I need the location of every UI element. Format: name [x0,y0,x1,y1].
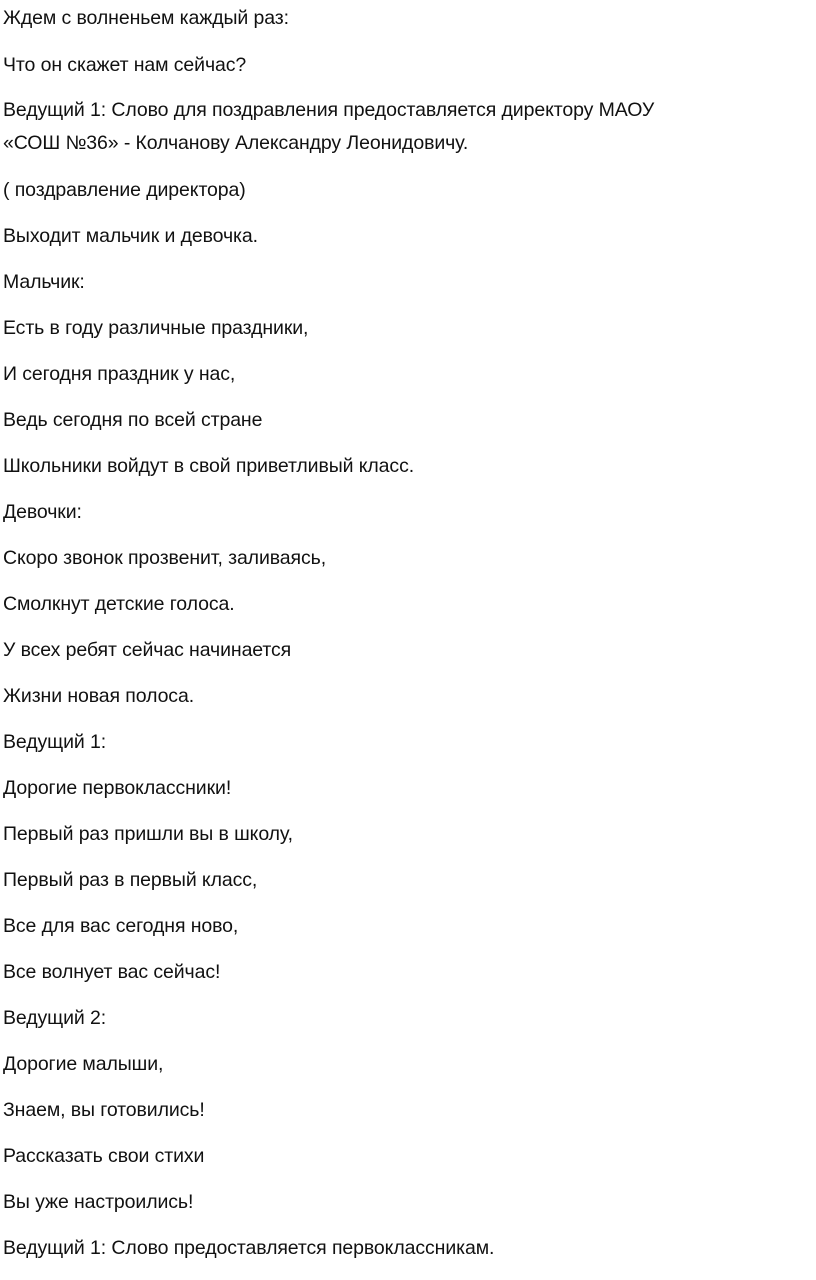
text-line: Дорогие малыши, [3,1053,164,1075]
text-line: Жизни новая полоса. [3,685,195,707]
text-line: Дорогие первоклассники! [3,777,232,799]
text-line: ( поздравление директора) [3,179,246,201]
text-line: Школьники войдут в свой приветливый класс. [3,455,415,477]
text-line: Рассказать свои стихи [3,1145,205,1167]
text-line: Первый раз пришли вы в школу, [3,823,293,845]
text-line: Все для вас сегодня ново, [3,915,239,937]
text-line: Ведущий 1: Слово для поздравления предоставляется директору МАОУ [3,99,655,121]
text-line: Первый раз в первый класс, [3,869,258,891]
text-line: Что он скажет нам сейчас? [3,54,247,76]
text-line: Знаем, вы готовились! [3,1099,205,1121]
text-line: Все волнует вас сейчас! [3,961,221,983]
text-line: Девочки: [3,501,82,523]
text-line: Есть в году различные праздники, [3,317,309,339]
text-line: Ведь сегодня по всей стране [3,409,263,431]
text-line: Ждем с волненьем каждый раз: [3,7,289,29]
text-line: Смолкнут детские голоса. [3,593,235,615]
text-line: У всех ребят сейчас начинается [3,639,292,661]
text-line: Ведущий 1: Слово предоставляется первоклассникам. [3,1237,495,1259]
text-line: Скоро звонок прозвенит, заливаясь, [3,547,327,569]
text-line: Ведущий 2: [3,1007,107,1029]
text-line: Ведущий 1: [3,731,107,753]
text-line: И сегодня праздник у нас, [3,363,236,385]
text-line: Вы уже настроились! [3,1191,194,1213]
text-line: «СОШ №36» - Колчанову Александру Леонидовичу. [3,132,469,154]
text-line: Мальчик: [3,271,85,293]
text-line: Выходит мальчик и девочка. [3,225,258,247]
